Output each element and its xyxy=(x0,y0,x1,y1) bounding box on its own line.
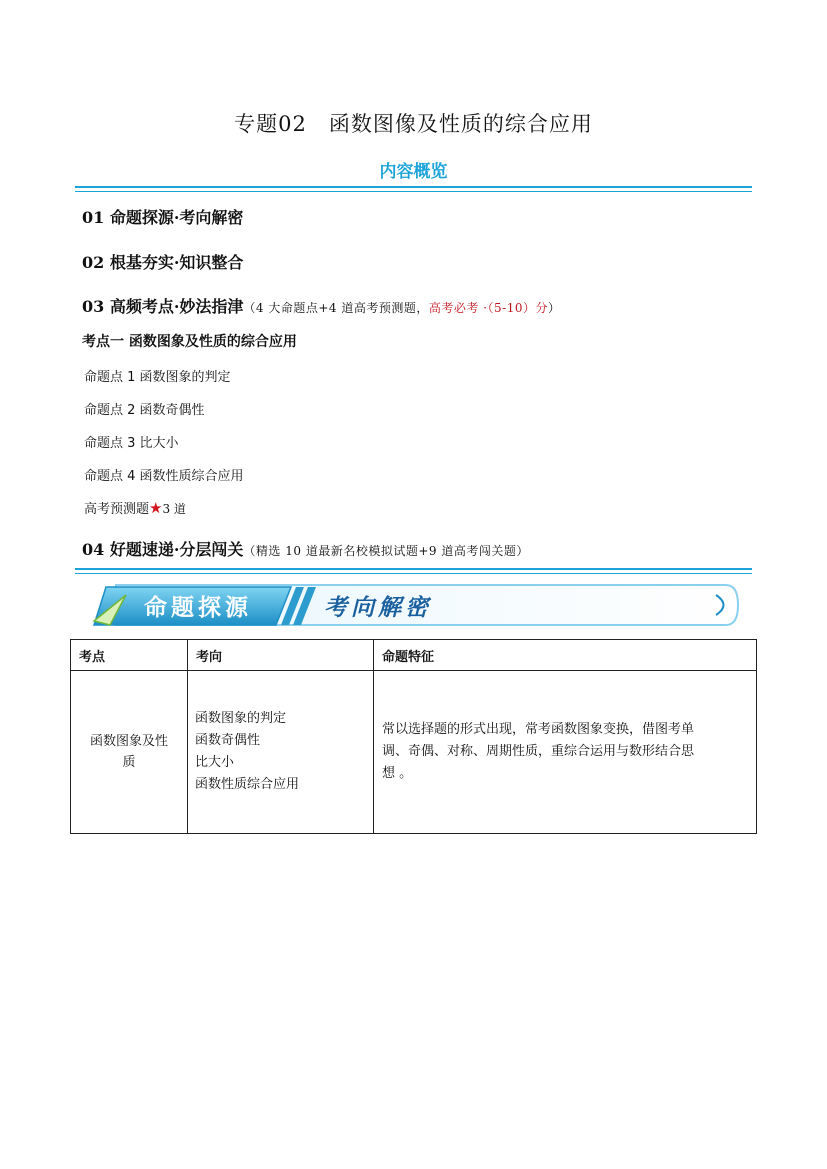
section-03 xyxy=(82,294,561,317)
section-03-note-highlight: 高考必考 ·（5-10）分 xyxy=(428,301,548,315)
divider xyxy=(75,191,752,192)
section-03-title: 03 高频考点·妙法指津 xyxy=(82,297,244,316)
prediction-line xyxy=(84,498,186,517)
page-title xyxy=(0,108,827,138)
divider xyxy=(75,568,752,570)
prediction-count: 3 道 xyxy=(162,502,186,516)
table-header: 命题特征 xyxy=(374,640,757,671)
cell-kaodian xyxy=(71,671,188,834)
prediction-label: 高考预测题 xyxy=(84,502,150,517)
point-4: 命题点 4 函数性质综合应用 xyxy=(84,469,244,484)
table-header: 考向 xyxy=(188,640,374,671)
overview-heading: 内容概览 xyxy=(379,162,448,182)
point-2: 命题点 2 函数奇偶性 xyxy=(84,403,205,418)
banner-left-text: 命题探源 xyxy=(144,595,252,621)
banner-right-text: 考向解密 xyxy=(324,594,432,621)
table-row xyxy=(71,671,757,834)
cell-line: 质 xyxy=(122,755,136,770)
table-header: 考点 xyxy=(71,640,188,671)
title-number: 专题02 xyxy=(234,112,307,136)
cell-line: 常以选择题的形式出现，常考函数图象变换，借图考单 xyxy=(382,722,695,737)
section-04-note: （精选 10 道最新名校模拟试题+9 道高考闯关题） xyxy=(243,544,529,558)
cell-line: 调、奇偶、对称、周期性质，重综合运用与数形结合思 xyxy=(382,744,695,759)
cell-line: 想 。 xyxy=(382,766,413,781)
divider xyxy=(75,186,752,188)
kaodian-heading: 考点一 函数图象及性质的综合应用 xyxy=(82,334,297,350)
section-03-note-end: ） xyxy=(547,301,561,315)
point-3: 命题点 3 比大小 xyxy=(84,436,179,451)
star-icon: ★ xyxy=(149,499,163,517)
cell-line: 比大小 xyxy=(195,755,235,770)
section-01: 01 命题探源·考向解密 xyxy=(82,208,244,227)
section-04 xyxy=(82,537,529,560)
divider xyxy=(75,573,752,574)
cell-line: 函数性质综合应用 xyxy=(195,777,300,792)
section-02: 02 根基夯实·知识整合 xyxy=(82,253,244,272)
table-header-row xyxy=(71,640,757,671)
section-04-title: 04 好题速递·分层闯关 xyxy=(82,540,244,559)
cell-line: 函数奇偶性 xyxy=(195,733,261,748)
cell-feature xyxy=(374,671,757,834)
section-banner xyxy=(86,581,741,629)
section-03-note: （4 大命题点+4 道高考预测题， xyxy=(243,301,429,315)
topic-table xyxy=(70,639,757,834)
cell-kaoxiang xyxy=(188,671,374,834)
cell-line: 函数图象的判定 xyxy=(195,711,287,726)
title-text: 函数图像及性质的综合应用 xyxy=(328,112,593,136)
point-1: 命题点 1 函数图象的判定 xyxy=(84,370,231,385)
cell-line: 函数图象及性 xyxy=(89,734,168,749)
